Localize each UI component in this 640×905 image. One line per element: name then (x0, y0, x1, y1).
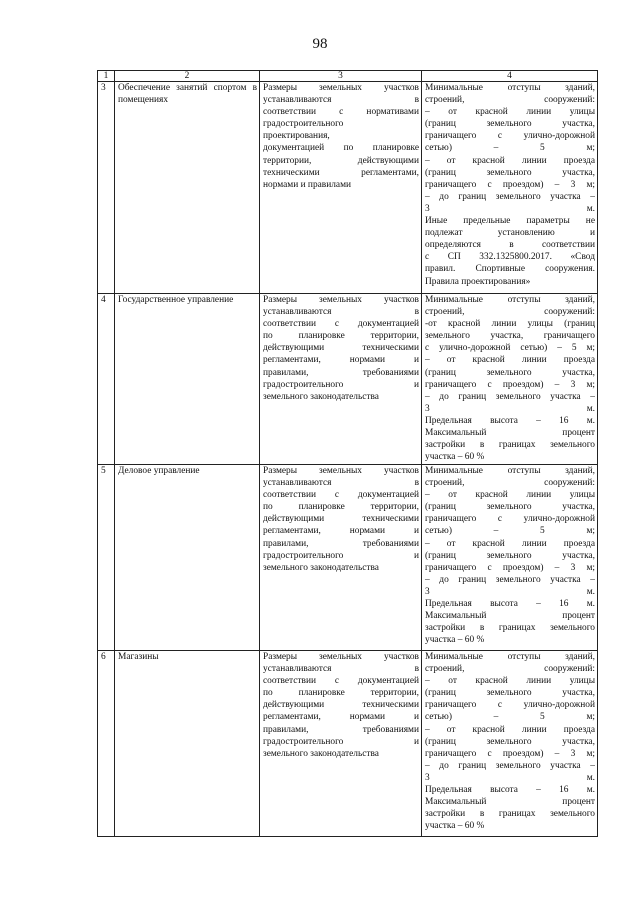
text-line: 3 м. (425, 203, 595, 214)
text-line: сетью) – 5 м; (425, 712, 595, 723)
text-line: градостроительного и (263, 379, 419, 390)
text-line: застройки в границах земельного (425, 623, 595, 634)
text-line: – от красной линии улицы (425, 490, 595, 501)
row-number: 5 (98, 465, 115, 651)
plot-size-cell (260, 465, 422, 651)
text-line: правилами, требованиями (263, 538, 419, 549)
text-line: земельного участка, граничащего (425, 331, 595, 342)
use-type-text: Государственное управление (118, 295, 234, 305)
text-line: по планировке территории, (263, 502, 419, 513)
text-line: Размеры земельных участков (263, 83, 419, 93)
text-line: подлежат установлению и (425, 228, 595, 239)
row-number: 3 (98, 82, 115, 294)
table-row (98, 651, 598, 837)
text-line: действующими техническими (263, 514, 419, 525)
text-line: (границ земельного участка, (425, 367, 595, 378)
text-line: граничащего с проездом) – 3 м; (425, 562, 595, 573)
text-line: техническими регламентами, (263, 167, 419, 178)
text-line: граничащего с улично-дорожной (425, 131, 595, 142)
text-line: граничащего с проездом) – 3 м; (425, 748, 595, 759)
text-line: регламентами, нормами и (263, 712, 419, 723)
text-line: земельного законодательства (263, 391, 379, 402)
text-line: Иные предельные параметры не (425, 216, 595, 227)
use-type-text: Деловое управление (118, 466, 200, 476)
text-line: действующими техническими (263, 343, 419, 354)
text-line: Размеры земельных участков (263, 295, 419, 305)
text-line: земельного законодательства (263, 748, 379, 759)
parameters-cell (422, 294, 598, 465)
text-line: соответствии с документацией (263, 319, 419, 330)
text-line: – от красной линии проезда (425, 355, 595, 366)
use-type-name (115, 294, 260, 465)
text-line: граничащего с улично-дорожной (425, 700, 595, 711)
text-line: Максимальный процент (425, 611, 595, 622)
use-type-name (115, 651, 260, 837)
text-line: 3 м. (425, 772, 595, 783)
text-line: сетью) – 5 м; (425, 143, 595, 154)
text-line: Предельная высота – 16 м. (425, 785, 595, 796)
text-line: (границ земельного участка, (425, 688, 595, 699)
text-line: градостроительного и (263, 736, 419, 747)
use-type-text: Обеспечение занятий спортом в помещениях (118, 83, 257, 106)
plot-size-cell (260, 294, 422, 465)
text-line: – до границ земельного участка – (425, 574, 595, 585)
text-line: участка – 60 % (425, 452, 485, 463)
text-line: соответствии с документацией (263, 490, 419, 501)
text-line: (границ земельного участка, (425, 119, 595, 130)
text-line: – от красной линии проезда (425, 155, 595, 166)
regulations-table (97, 70, 598, 837)
text-line: застройки в границах земельного (425, 440, 595, 451)
text-line: строений, сооружений: (425, 664, 595, 675)
text-line: строений, сооружений: (425, 95, 595, 106)
text-line: территории, действующими (263, 155, 419, 166)
text-line: устанавливаются в (263, 478, 419, 489)
text-line: – от красной линии проезда (425, 538, 595, 549)
column-number-1: 1 (98, 71, 115, 82)
plot-size-cell (260, 651, 422, 837)
text-line: застройки в границах земельного (425, 809, 595, 820)
table-row (98, 82, 598, 294)
text-line: Минимальные отступы зданий, (425, 466, 595, 476)
text-line: устанавливаются в (263, 307, 419, 318)
parameters-cell (422, 651, 598, 837)
use-type-name (115, 82, 260, 294)
text-line: Максимальный процент (425, 797, 595, 808)
text-line: участка – 60 % (425, 821, 485, 832)
text-line: регламентами, нормами и (263, 526, 419, 537)
text-line: соответствии с нормативами (263, 107, 419, 118)
text-line: правилами, требованиями (263, 367, 419, 378)
text-line: Размеры земельных участков (263, 652, 419, 662)
text-line: по планировке территории, (263, 331, 419, 342)
text-line: – от красной линии проезда (425, 724, 595, 735)
table-row (98, 465, 598, 651)
text-line: документацией по планировке (263, 143, 419, 154)
text-line: градостроительного и (263, 550, 419, 561)
text-line: правил. Спортивные сооружения. (425, 264, 595, 275)
text-line: устанавливаются в (263, 664, 419, 675)
text-line: регламентами, нормами и (263, 355, 419, 366)
parameters-cell (422, 82, 598, 294)
text-line: действующими техническими (263, 700, 419, 711)
column-number-3: 3 (260, 71, 422, 82)
row-number: 4 (98, 294, 115, 465)
text-line: определяются в соответствии (425, 240, 595, 251)
table-row (98, 294, 598, 465)
text-line: – до границ земельного участка – (425, 391, 595, 402)
text-line: правилами, требованиями (263, 724, 419, 735)
text-line: – до границ земельного участка – (425, 760, 595, 771)
text-line: Минимальные отступы зданий, (425, 83, 595, 93)
row-number: 6 (98, 651, 115, 837)
text-line: Минимальные отступы зданий, (425, 652, 595, 662)
text-line: Предельная высота – 16 м. (425, 415, 595, 426)
text-line: нормами и правилами (263, 179, 352, 190)
page-number: 98 (312, 36, 328, 52)
text-line: Правила проектирования» (425, 276, 531, 287)
text-line: устанавливаются в (263, 95, 419, 106)
text-line: (границ земельного участка, (425, 550, 595, 561)
use-type-name (115, 465, 260, 651)
text-line: Минимальные отступы зданий, (425, 295, 595, 305)
text-line: – от красной линии улицы (425, 107, 595, 118)
text-line: Предельная высота – 16 м. (425, 599, 595, 610)
text-line: (границ земельного участка, (425, 167, 595, 178)
text-line: по планировке территории, (263, 688, 419, 699)
text-line: Максимальный процент (425, 428, 595, 439)
text-line: 3 м. (425, 403, 595, 414)
use-type-text: Магазины (118, 652, 159, 662)
text-line: участка – 60 % (425, 635, 485, 646)
text-line: с улично-дорожной сетью) – 5 м; (425, 343, 595, 354)
text-line: земельного законодательства (263, 562, 379, 573)
text-line: 3 м. (425, 586, 595, 597)
table-header-row (98, 71, 598, 82)
text-line: – от красной линии улицы (425, 676, 595, 687)
text-line: -от красной линии улицы (границ (425, 319, 595, 330)
column-number-4: 4 (422, 71, 598, 82)
text-line: градостроительного (263, 119, 344, 130)
text-line: (границ земельного участка, (425, 736, 595, 747)
parameters-cell (422, 465, 598, 651)
text-line: строений, сооружений: (425, 307, 595, 318)
text-line: граничащего с проездом) – 3 м; (425, 179, 595, 190)
column-number-2: 2 (115, 71, 260, 82)
text-line: сетью) – 5 м; (425, 526, 595, 537)
text-line: граничащего с проездом) – 3 м; (425, 379, 595, 390)
text-line: строений, сооружений: (425, 478, 595, 489)
text-line: граничащего с улично-дорожной (425, 514, 595, 525)
text-line: Размеры земельных участков (263, 466, 419, 476)
text-line: проектирования, (263, 131, 330, 142)
plot-size-cell (260, 82, 422, 294)
text-line: – до границ земельного участка – (425, 191, 595, 202)
text-line: (границ земельного участка, (425, 502, 595, 513)
text-line: соответствии с документацией (263, 676, 419, 687)
text-line: с СП 332.1325800.2017. «Свод (425, 252, 595, 263)
